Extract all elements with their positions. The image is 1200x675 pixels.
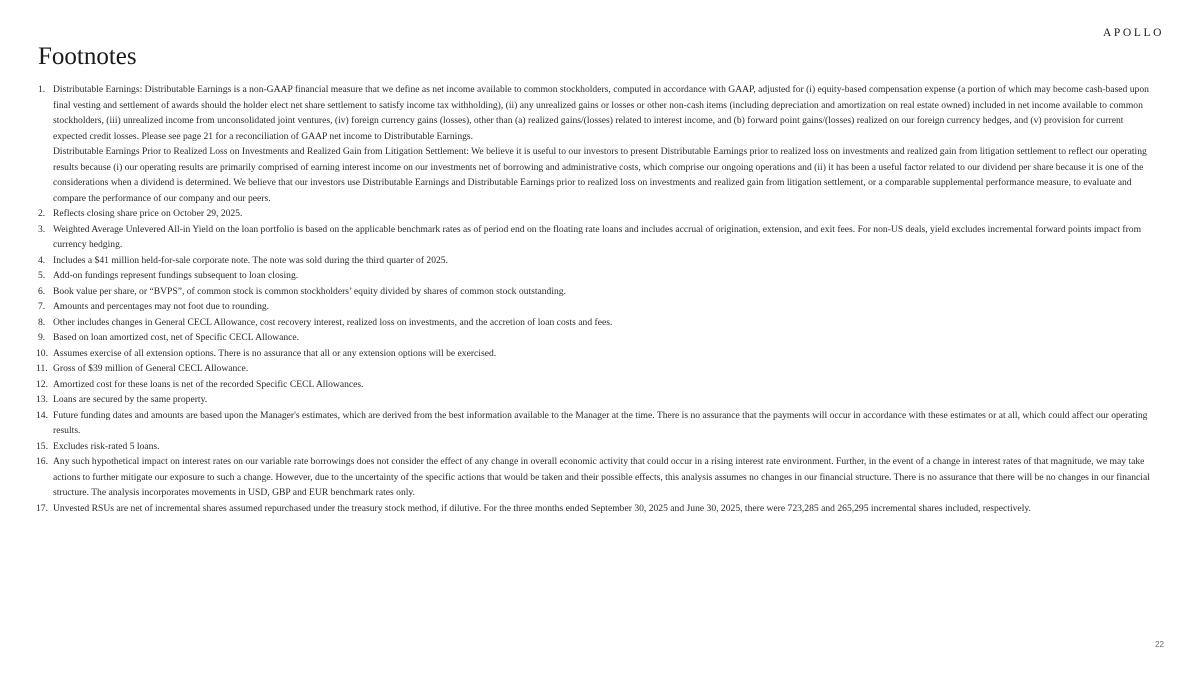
footnote-text: Assumes exercise of all extension options. There is no assurance that all or any extension options will be exercised. xyxy=(53,347,497,359)
footnote-item xyxy=(38,206,1158,222)
footnote-item xyxy=(38,284,1158,300)
footnote-text: Other includes changes in General CECL Allowance, cost recovery interest, realized loss on investments, and the accretion of loan costs and fees. xyxy=(53,316,613,328)
footnote-text: Gross of $39 million of General CECL Allowance. xyxy=(53,363,249,374)
footnotes-list xyxy=(38,82,1158,516)
footnote-text: Excludes risk-rated 5 loans. xyxy=(53,440,160,452)
footnote-number: 9. xyxy=(38,332,46,343)
page-title: Footnotes xyxy=(38,43,137,70)
footnote-text: Future funding dates and amounts are based upon the Manager's estimates, which are derived from the best information available to the Manager at the time. There is no assurance that the payments will occur in accordance with these estimates or at all, which could affect our operating results. xyxy=(53,409,1148,436)
footnote-item xyxy=(38,299,1158,315)
footnote-number: 15. xyxy=(36,440,48,452)
footnote-number: 11. xyxy=(36,363,48,374)
footnote-text: Reflects closing share price on October 29, 2025. xyxy=(53,208,243,219)
footnote-text: Includes a $41 million held-for-sale corporate note. The note was sold during the third quarter of 2025. xyxy=(53,254,448,266)
footnote-item xyxy=(38,408,1158,439)
footnote-subtext: Distributable Earnings Prior to Realized Loss on Investments and Realized Gain from Litigation Settlement: We believe it is useful to our investors to present Distributable Earnings prior to realized loss on investments and realized gain from litigation settlement to reflect our operating results because (i) our operating results are primarily comprised of earning interest income on our investments net of borrowing and administrative costs, which comprise our ongoing operations and (ii) it has been a useful factor related to our dividend per share because it is one of the considerations when a dividend is determined. We believe that our investors use Distributable Earnings and Distributable Earnings prior to realized loss on investments and realized gain from litigation settlement, or a comparable supplemental performance measure, to evaluate and compare the performance of our company and our peers. xyxy=(53,146,1147,204)
footnote-number: 8. xyxy=(38,316,46,328)
footnote-number: 10. xyxy=(36,347,48,359)
footnote-text: Amortized cost for these loans is net of the recorded Specific CECL Allowances. xyxy=(53,378,364,390)
footnote-text: Loans are secured by the same property. xyxy=(53,394,208,405)
footnote-item xyxy=(38,392,1158,408)
footnote-item xyxy=(38,377,1158,393)
footnote-number: 7. xyxy=(38,301,46,312)
footnote-item xyxy=(38,330,1158,346)
footnote-item xyxy=(38,222,1158,253)
footnote-text: Weighted Average Unlevered All-in Yield on the loan portfolio is based on the applicable benchmark rates as of period end on the floating rate loans and includes accrual of origination, extension, and exit fees. For non-US deals, yield excludes incremental forward points impact from currency hedging. xyxy=(53,223,1142,250)
footnote-text: Based on loan amortized cost, net of Specific CECL Allowance. xyxy=(53,332,300,343)
footnote-item xyxy=(38,501,1158,517)
page-number: 22 xyxy=(1155,640,1164,649)
footnote-item xyxy=(38,315,1158,331)
footnote-text: Add-on fundings represent fundings subsequent to loan closing. xyxy=(53,270,299,281)
footnote-text: Amounts and percentages may not foot due to rounding. xyxy=(53,301,270,312)
footnote-number: 3. xyxy=(38,223,46,235)
footnote-number: 17. xyxy=(36,502,48,514)
footnote-number: 4. xyxy=(38,254,46,266)
footnote-item xyxy=(38,253,1158,269)
footnote-number: 13. xyxy=(36,394,48,405)
footnote-number: 2. xyxy=(38,208,46,219)
footnote-text: Unvested RSUs are net of incremental shares assumed repurchased under the treasury stock method, if dilutive. For the three months ended September 30, 2025 and June 30, 2025, there were 723,285 and 265,295 incremental shares included, respectively. xyxy=(53,502,1031,514)
footnote-text: Distributable Earnings: Distributable Earnings is a non-GAAP financial measure that we define as net income available to common stockholders, computed in accordance with GAAP, adjusted for (i) equity-based compensation expense (a portion of which may become cash-based upon final vesting and settlement of awards should the holder elect net share settlement to satisfy income tax withholding), (ii) any unrealized gains or losses or other non-cash items (including depreciation and amortization on real estate owned) included in net income available to common stockholders, (iii) unrealized income from unconsolidated joint ventures, (iv) foreign currency gains (losses), other than (a) realized gains/(losses) related to interest income, and (b) forward point gains/(losses) realized on our foreign currency hedges, and (v) provision for current expected credit losses. Please see page 21 for a reconciliation of GAAP net income to Distributable Earnings. xyxy=(53,84,1149,142)
footnote-item xyxy=(38,454,1158,501)
footnote-number: 16. xyxy=(36,456,48,467)
footnote-item xyxy=(38,439,1158,455)
apollo-logo: APOLLO xyxy=(1103,27,1164,39)
footnote-number: 5. xyxy=(38,270,46,281)
footnote-text: Any such hypothetical impact on interest rates on our variable rate borrowings does not consider the effect of any change in overall economic activity that could occur in a rising interest rate environment. Further, in the event of a change in interest rates of that magnitude, we may take actions to further mitigate our exposure to such a change. However, due to the uncertainty of the specific actions that would be taken and their possible effects, this analysis assumes no changes in our financial structure. There is no assurance that there will be no changes in our financial structure. The analysis incorporates movements in USD, GBP and EUR benchmark rates only. xyxy=(53,456,1150,498)
footnote-item xyxy=(38,361,1158,377)
footnote-number: 6. xyxy=(38,285,46,297)
footnote-number: 14. xyxy=(36,409,48,421)
footnote-item xyxy=(38,268,1158,284)
footnote-item xyxy=(38,346,1158,362)
footnote-number: 1. xyxy=(38,84,46,95)
footnote-text: Book value per share, or “BVPS”, of common stock is common stockholders’ equity divided by shares of common stock outstanding. xyxy=(53,285,567,297)
footnote-item xyxy=(38,82,1158,206)
footnote-number: 12. xyxy=(36,378,48,390)
